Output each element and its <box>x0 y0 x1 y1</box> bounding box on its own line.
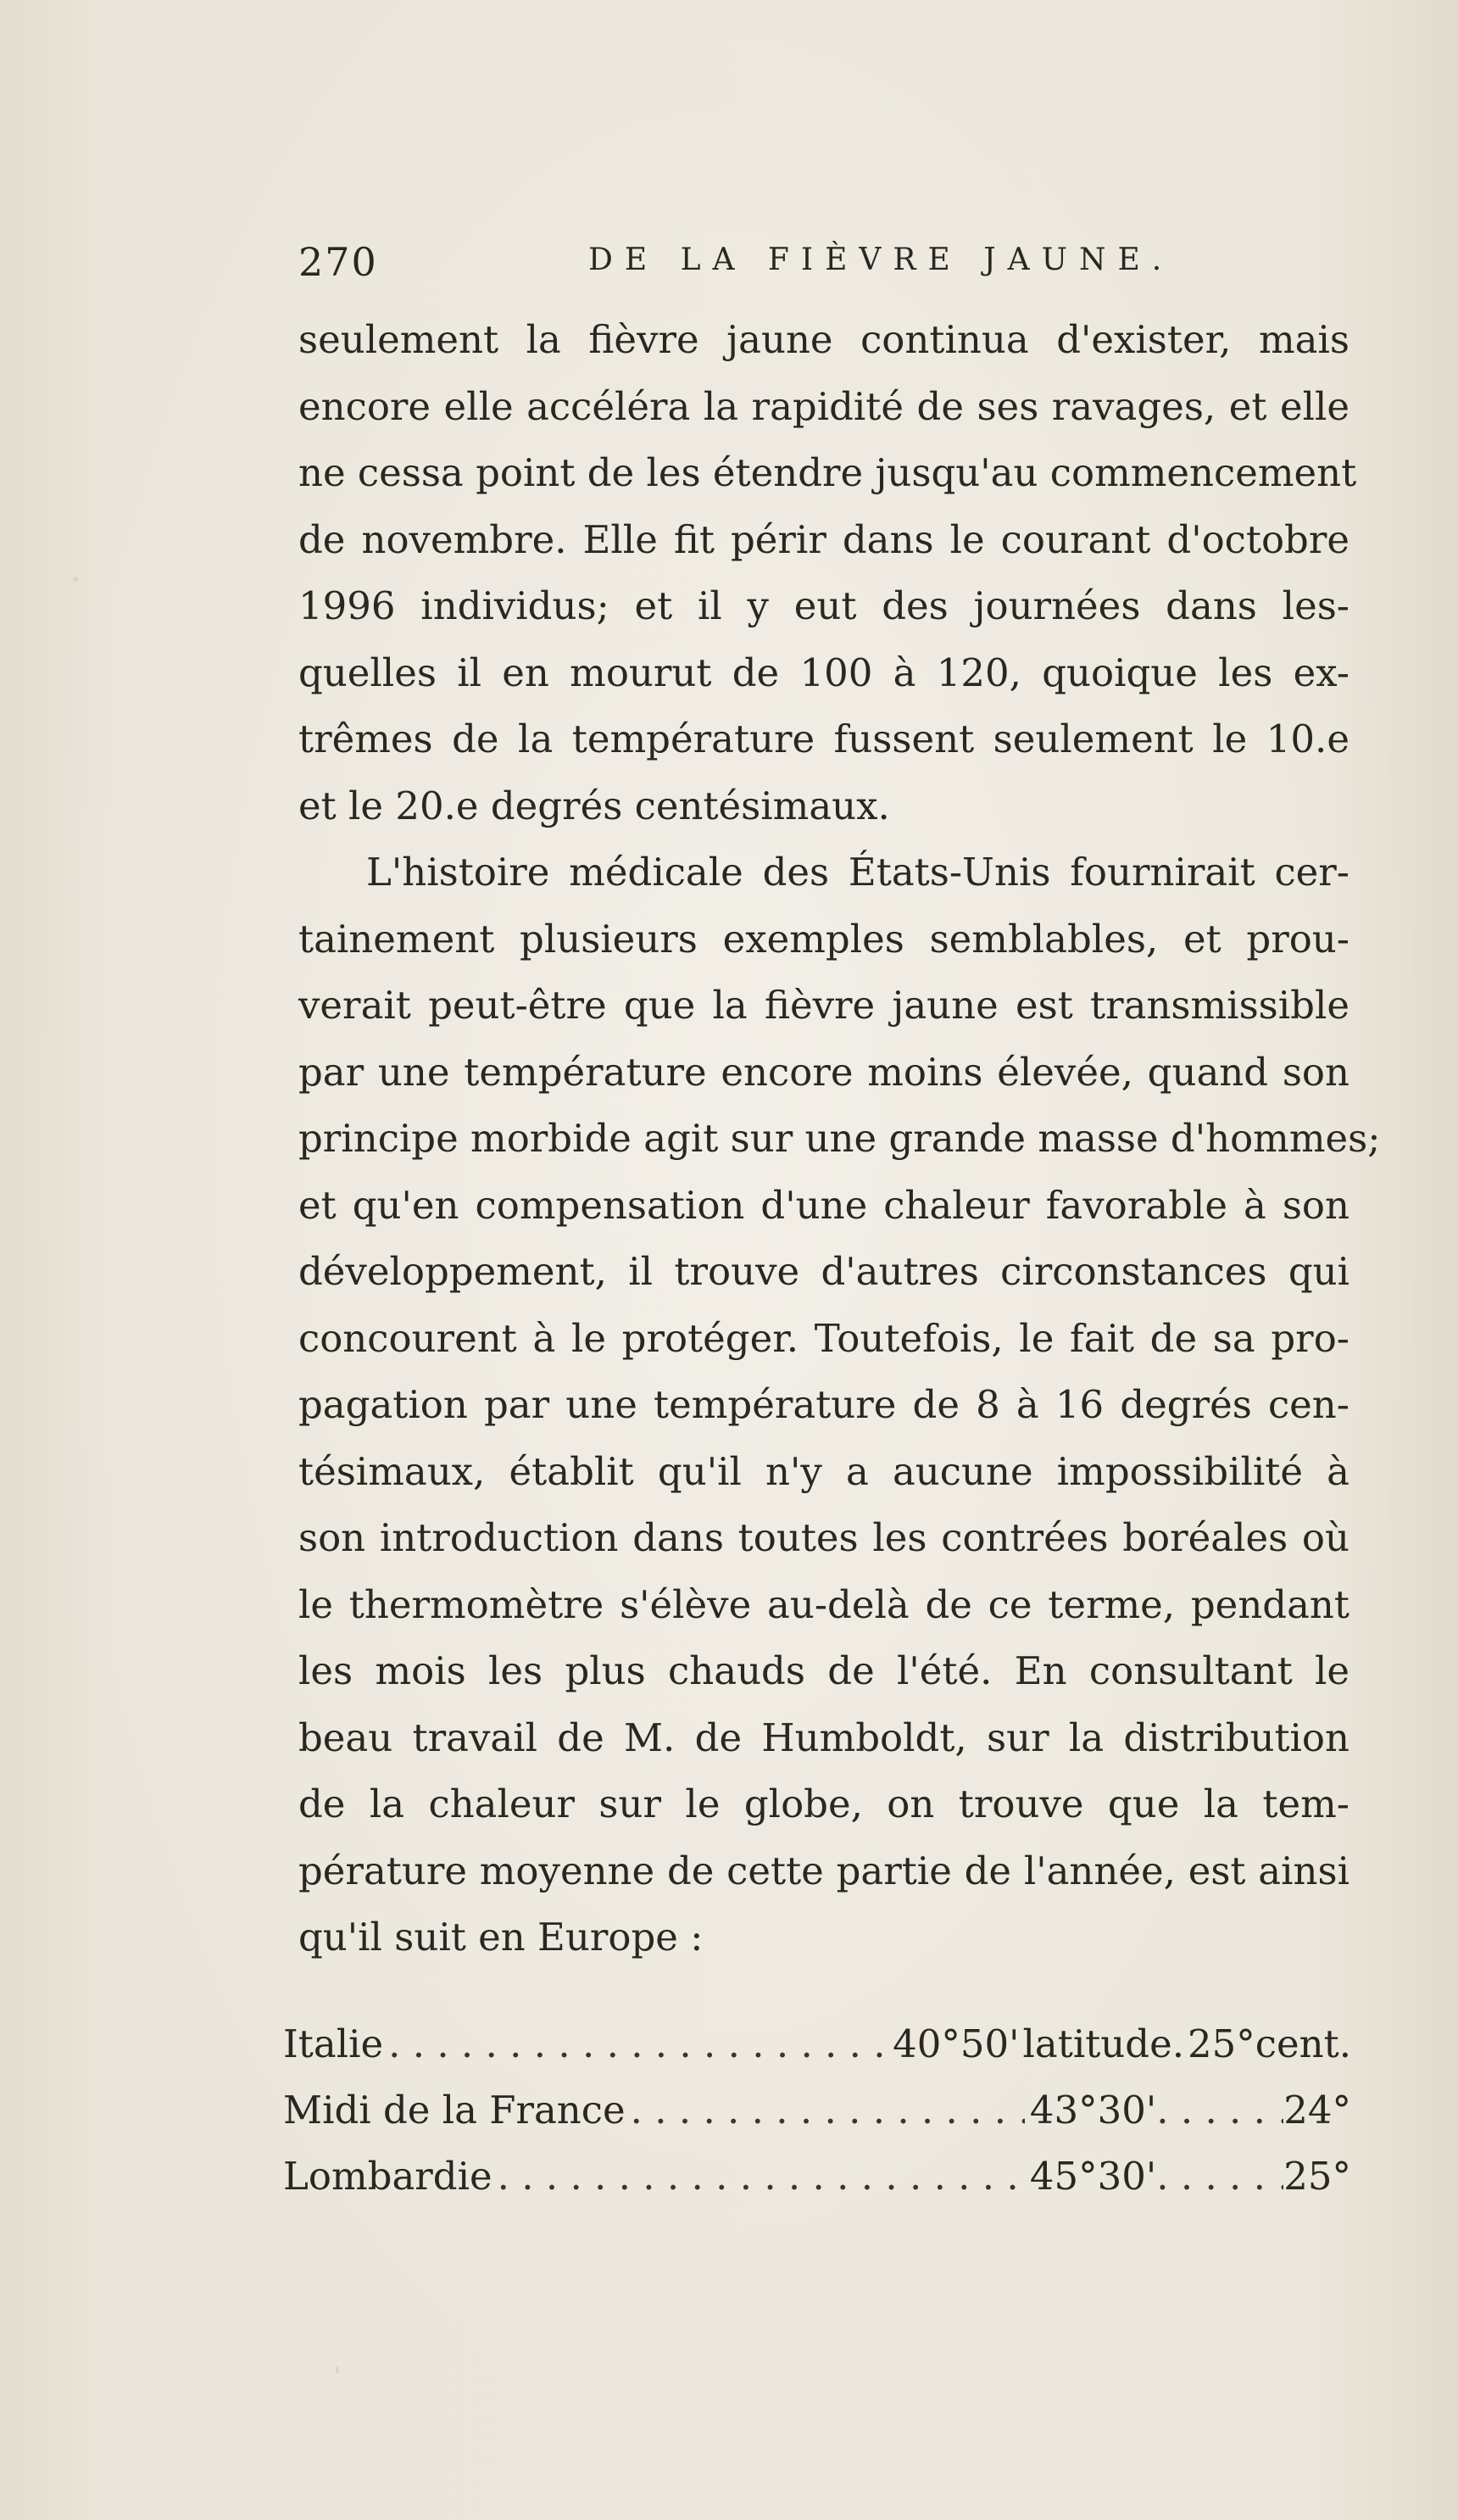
text-line: pagation par une température de 8 à 16 degrés cen- <box>298 1382 1349 1427</box>
dot-leaders <box>388 2021 888 2066</box>
text-line: tésimaux, établit qu'il n'y a aucune impossibilité à <box>298 1448 1349 1494</box>
paragraph-start-line: L'histoire médicale des États-Unis fournirait cer- <box>366 850 1349 895</box>
running-head: DE LA FIÈVRE JAUNE. <box>588 243 1174 277</box>
text-line: 1996 individus; et il y eut des journées dans les- <box>298 583 1349 628</box>
table-row <box>283 2088 1351 2154</box>
text-line: tainement plusieurs exemples semblables, et prou- <box>298 916 1349 962</box>
dot-leaders <box>1156 2154 1283 2199</box>
region-name: Lombardie <box>283 2154 492 2199</box>
text-line: de novembre. Elle fit périr dans le courant d'octobre <box>298 516 1349 562</box>
text-line: les mois les plus chauds de l'été. En consultant le <box>298 1648 1349 1693</box>
page-number: 270 <box>298 239 378 285</box>
text-line: le thermomètre s'élève au-delà de ce terme, pendant <box>298 1581 1349 1627</box>
latitude-value: 40°50' <box>893 2021 1020 2066</box>
table-row <box>283 2154 1351 2220</box>
text-line: encore elle accéléra la rapidité de ses ravages, et elle <box>298 383 1349 429</box>
paper-blemish <box>336 2366 339 2374</box>
text-line: et le 20.e degrés centésimaux. <box>298 783 890 828</box>
text-line: par une température encore moins élevée, quand son <box>298 1049 1349 1095</box>
dot-leaders <box>498 2154 1025 2199</box>
text-line: développement, il trouve d'autres circonstances qui <box>298 1249 1349 1294</box>
text-line: ne cessa point de les étendre jusqu'au commencement <box>298 450 1357 495</box>
text-line: et qu'en compensation d'une chaleur favorable à son <box>298 1182 1349 1228</box>
temperature-value: 25°cent. <box>1188 2021 1351 2066</box>
dot-leaders <box>1156 2088 1283 2133</box>
table-row <box>283 2021 1351 2088</box>
paper-blemish <box>73 577 78 582</box>
text-line: quelles il en mourut de 100 à 120, quoique les ex- <box>298 650 1349 695</box>
text-line: principe morbide agit sur une grande masse d'hommes; <box>298 1116 1381 1161</box>
latitude-label: latitude. <box>1022 2021 1185 2066</box>
temperature-value: 24° <box>1283 2088 1351 2133</box>
text-line: seulement la fièvre jaune continua d'exister, mais <box>298 317 1349 362</box>
text-line: qu'il suit en Europe : <box>298 1915 704 1960</box>
latitude-value: 43°30' <box>1029 2088 1157 2133</box>
text-line: son introduction dans toutes les contrées boréales où <box>298 1515 1349 1560</box>
text-line: de la chaleur sur le globe, on trouve que la tem- <box>298 1781 1349 1826</box>
region-name: Midi de la France <box>283 2088 626 2133</box>
text-line: pérature moyenne de cette partie de l'année, est ainsi <box>298 1848 1349 1893</box>
page-header <box>298 239 1349 290</box>
latitude-value: 45°30' <box>1029 2154 1157 2199</box>
body-text <box>298 307 1381 1971</box>
region-name: Italie <box>283 2021 384 2066</box>
dot-leaders <box>631 2088 1025 2133</box>
text-line: verait peut-être que la fièvre jaune est transmissible <box>298 983 1349 1028</box>
text-line: beau travail de M. de Humboldt, sur la distribution <box>298 1714 1349 1760</box>
text-line: trêmes de la température fussent seulement le 10.e <box>298 716 1349 761</box>
text-line: concourent à le protéger. Toutefois, le fait de sa pro- <box>298 1315 1349 1361</box>
temperature-value: 25° <box>1283 2154 1351 2199</box>
temperature-table <box>283 2021 1351 2220</box>
